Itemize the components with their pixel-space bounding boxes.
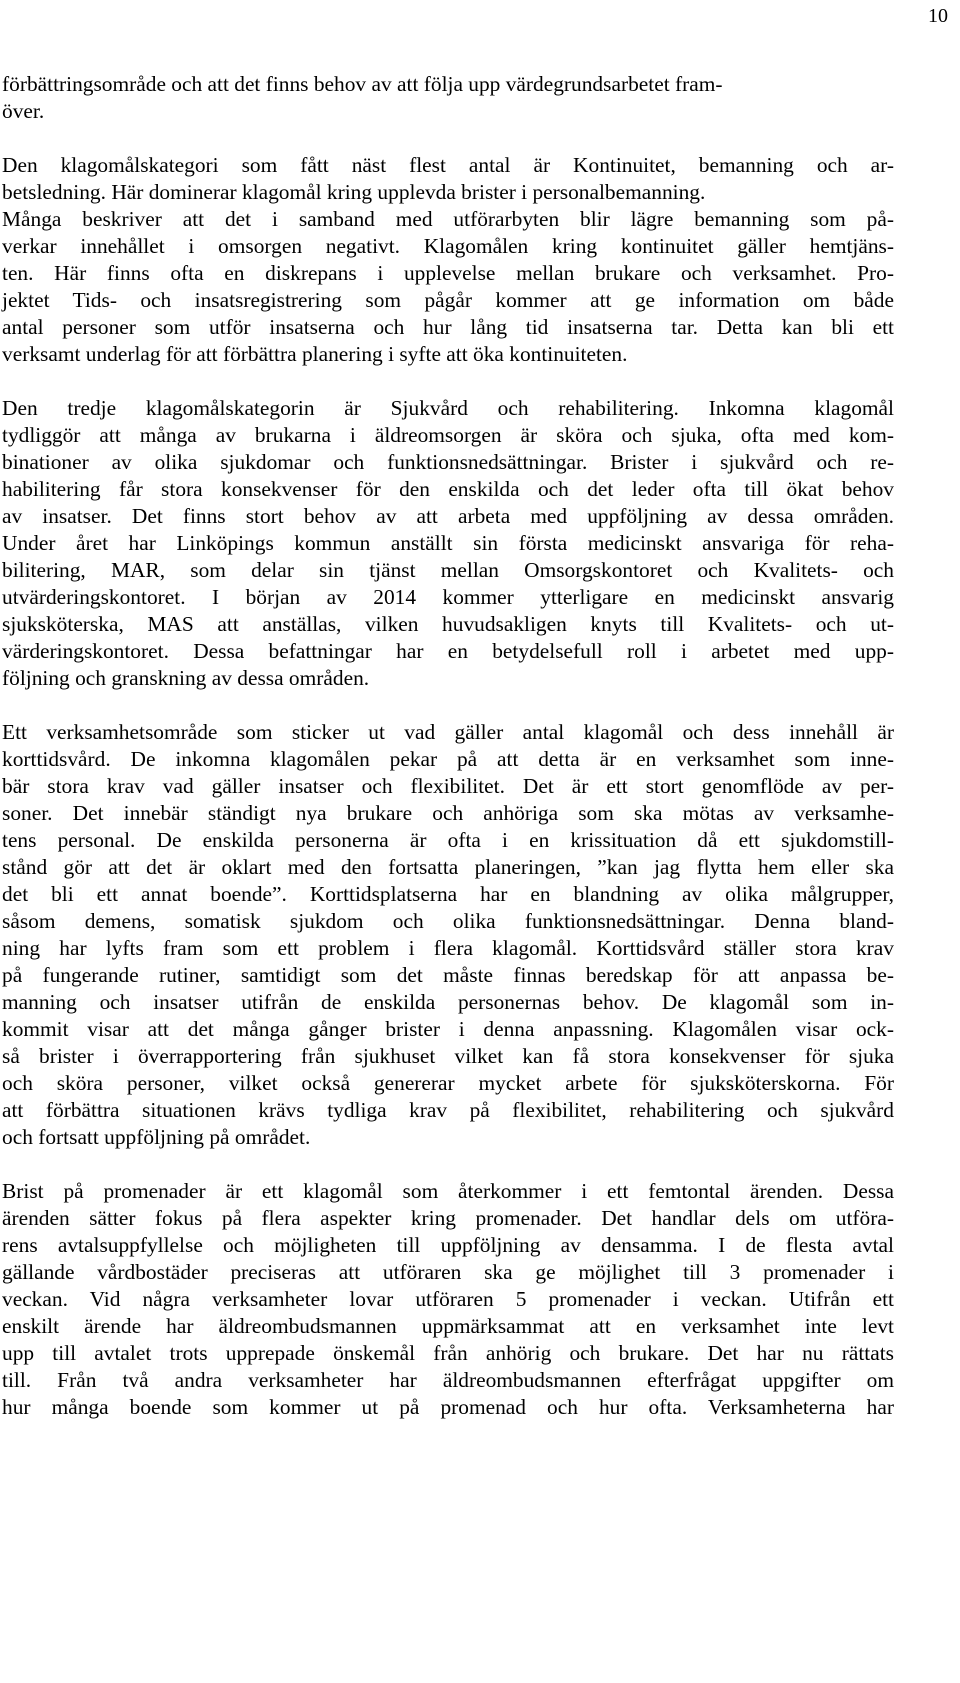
- text-line: jektet Tids- och insatsregistrering som pågår kommer att ge information om både: [2, 288, 894, 312]
- text-line: såsom demens, somatisk sjukdom och olika funktionsnedsättningar. Denna bland-: [2, 909, 894, 933]
- text-line: veckan. Vid några verksamheter lovar utföraren 5 promenader i veckan. Utifrån ett: [2, 1287, 894, 1311]
- text-line: Många beskriver att det i samband med utförarbyten blir lägre bemanning som på-: [2, 207, 894, 231]
- paragraph-gap: [2, 1151, 894, 1178]
- text-line: verksamt underlag för att förbättra planering i syfte att öka kontinuiteten.: [2, 342, 628, 366]
- text-line: ten. Här finns ofta en diskrepans i upplevelse mellan brukare och verksamhet. Pro-: [2, 261, 894, 285]
- text-line: på fungerande rutiner, samtidigt som det måste finnas beredskap för att anpassa be-: [2, 963, 894, 987]
- text-line: och sköra personer, vilket också genererar mycket arbete för sjuksköterskorna. För: [2, 1071, 894, 1095]
- text-line: binationer av olika sjukdomar och funktionsnedsättningar. Brister i sjukvård och re-: [2, 450, 894, 474]
- text-line: till. Från två andra verksamheter har äldreombudsmannen efterfrågat uppgifter om: [2, 1368, 894, 1392]
- page-number: 10: [928, 5, 948, 27]
- text-line: verkar innehållet i omsorgen negativt. Klagomålen kring kontinuitet gäller hemtjäns-: [2, 234, 894, 258]
- text-line: det bli ett annat boende”. Korttidsplatserna har en blandning av olika målgrupper,: [2, 882, 894, 906]
- text-line: utvärderingskontoret. I början av 2014 kommer ytterligare en medicinskt ansvarig: [2, 585, 894, 609]
- paragraph: [2, 1178, 894, 1421]
- text-line: manning och insatser utifrån de enskilda personernas behov. De klagomål som in-: [2, 990, 894, 1014]
- paragraph: [2, 395, 894, 692]
- text-line: enskilt ärende har äldreombudsmannen uppmärksammat att en verksamhet inte levt: [2, 1314, 894, 1338]
- paragraph: [2, 719, 894, 1151]
- text-line: Under året har Linköpings kommun anställt sin första medicinskt ansvariga för reha-: [2, 531, 894, 555]
- text-line: betsledning. Här dominerar klagomål kring upplevda brister i personalbemanning.: [2, 180, 706, 204]
- paragraph-gap: [2, 368, 894, 395]
- text-line: bär stora krav vad gäller insatser och flexibilitet. Det är ett stort genomflöde av per-: [2, 774, 894, 798]
- text-line: kommit visar att det många gånger brister i denna anpassning. Klagomålen visar ock-: [2, 1017, 894, 1041]
- text-line: ärenden sätter fokus på flera aspekter kring promenader. Det handlar dels om utföra-: [2, 1206, 894, 1230]
- text-line: värderingskontoret. Dessa befattningar har en betydelsefull roll i arbetet med upp-: [2, 639, 894, 663]
- text-line: hur många boende som kommer ut på promenad och hur ofta. Verksamheterna har: [2, 1395, 894, 1419]
- text-line: och fortsatt uppföljning på området.: [2, 1125, 311, 1149]
- text-line: följning och granskning av dessa områden.: [2, 666, 370, 690]
- document-body: [2, 71, 894, 1421]
- paragraph: [2, 71, 894, 125]
- text-line: habilitering får stora konsekvenser för den enskilda och det leder ofta till ökat behov: [2, 477, 894, 501]
- text-line: stånd gör att det är oklart med den fortsatta planeringen, ”kan jag flytta hem eller ska: [2, 855, 894, 879]
- text-line: Brist på promenader är ett klagomål som återkommer i ett femtontal ärenden. Dessa: [2, 1179, 894, 1203]
- text-line: att förbättra situationen krävs tydliga krav på flexibilitet, rehabilitering och sjukvård: [2, 1098, 894, 1122]
- text-line: ning har lyfts fram som ett problem i flera klagomål. Korttidsvård ställer stora krav: [2, 936, 894, 960]
- text-line: tens personal. De enskilda personerna är ofta i en krissituation då ett sjukdomstill-: [2, 828, 894, 852]
- text-line: sjuksköterska, MAS att anställas, vilken huvudsakligen knyts till Kvalitets- och ut-: [2, 612, 894, 636]
- text-line: antal personer som utför insatserna och hur lång tid insatserna tar. Detta kan bli ett: [2, 315, 894, 339]
- text-line: förbättringsområde och att det finns behov av att följa upp värdegrundsarbetet fram-: [2, 72, 723, 96]
- text-line: Ett verksamhetsområde som sticker ut vad gäller antal klagomål och dess innehåll är: [2, 720, 894, 744]
- text-line: soner. Det innebär ständigt nya brukare och anhöriga som ska mötas av verksamhe-: [2, 801, 894, 825]
- paragraph-gap: [2, 125, 894, 152]
- text-line: tydliggör att många av brukarna i äldreomsorgen är sköra och sjuka, ofta med kom-: [2, 423, 894, 447]
- text-line: korttidsvård. De inkomna klagomålen pekar på att detta är en verksamhet som inne-: [2, 747, 894, 771]
- text-line: så brister i överrapportering från sjukhuset vilket kan få stora konsekvenser för sjuka: [2, 1044, 894, 1068]
- text-line: gällande vårdbostäder preciseras att utföraren ska ge möjlighet till 3 promenader i: [2, 1260, 894, 1284]
- text-line: rens avtalsuppfyllelse och möjligheten till uppföljning av densamma. I de flesta avtal: [2, 1233, 894, 1257]
- text-line: av insatser. Det finns stort behov av att arbeta med uppföljning av dessa områden.: [2, 504, 894, 528]
- paragraph-gap: [2, 692, 894, 719]
- text-line: Den klagomålskategori som fått näst flest antal är Kontinuitet, bemanning och ar-: [2, 153, 894, 177]
- text-line: bilitering, MAR, som delar sin tjänst mellan Omsorgskontoret och Kvalitets- och: [2, 558, 894, 582]
- text-line: över.: [2, 99, 45, 123]
- text-line: Den tredje klagomålskategorin är Sjukvård och rehabilitering. Inkomna klagomål: [2, 396, 894, 420]
- paragraph: [2, 152, 894, 368]
- text-line: upp till avtalet trots upprepade önskemål från anhörig och brukare. Det har nu rättats: [2, 1341, 894, 1365]
